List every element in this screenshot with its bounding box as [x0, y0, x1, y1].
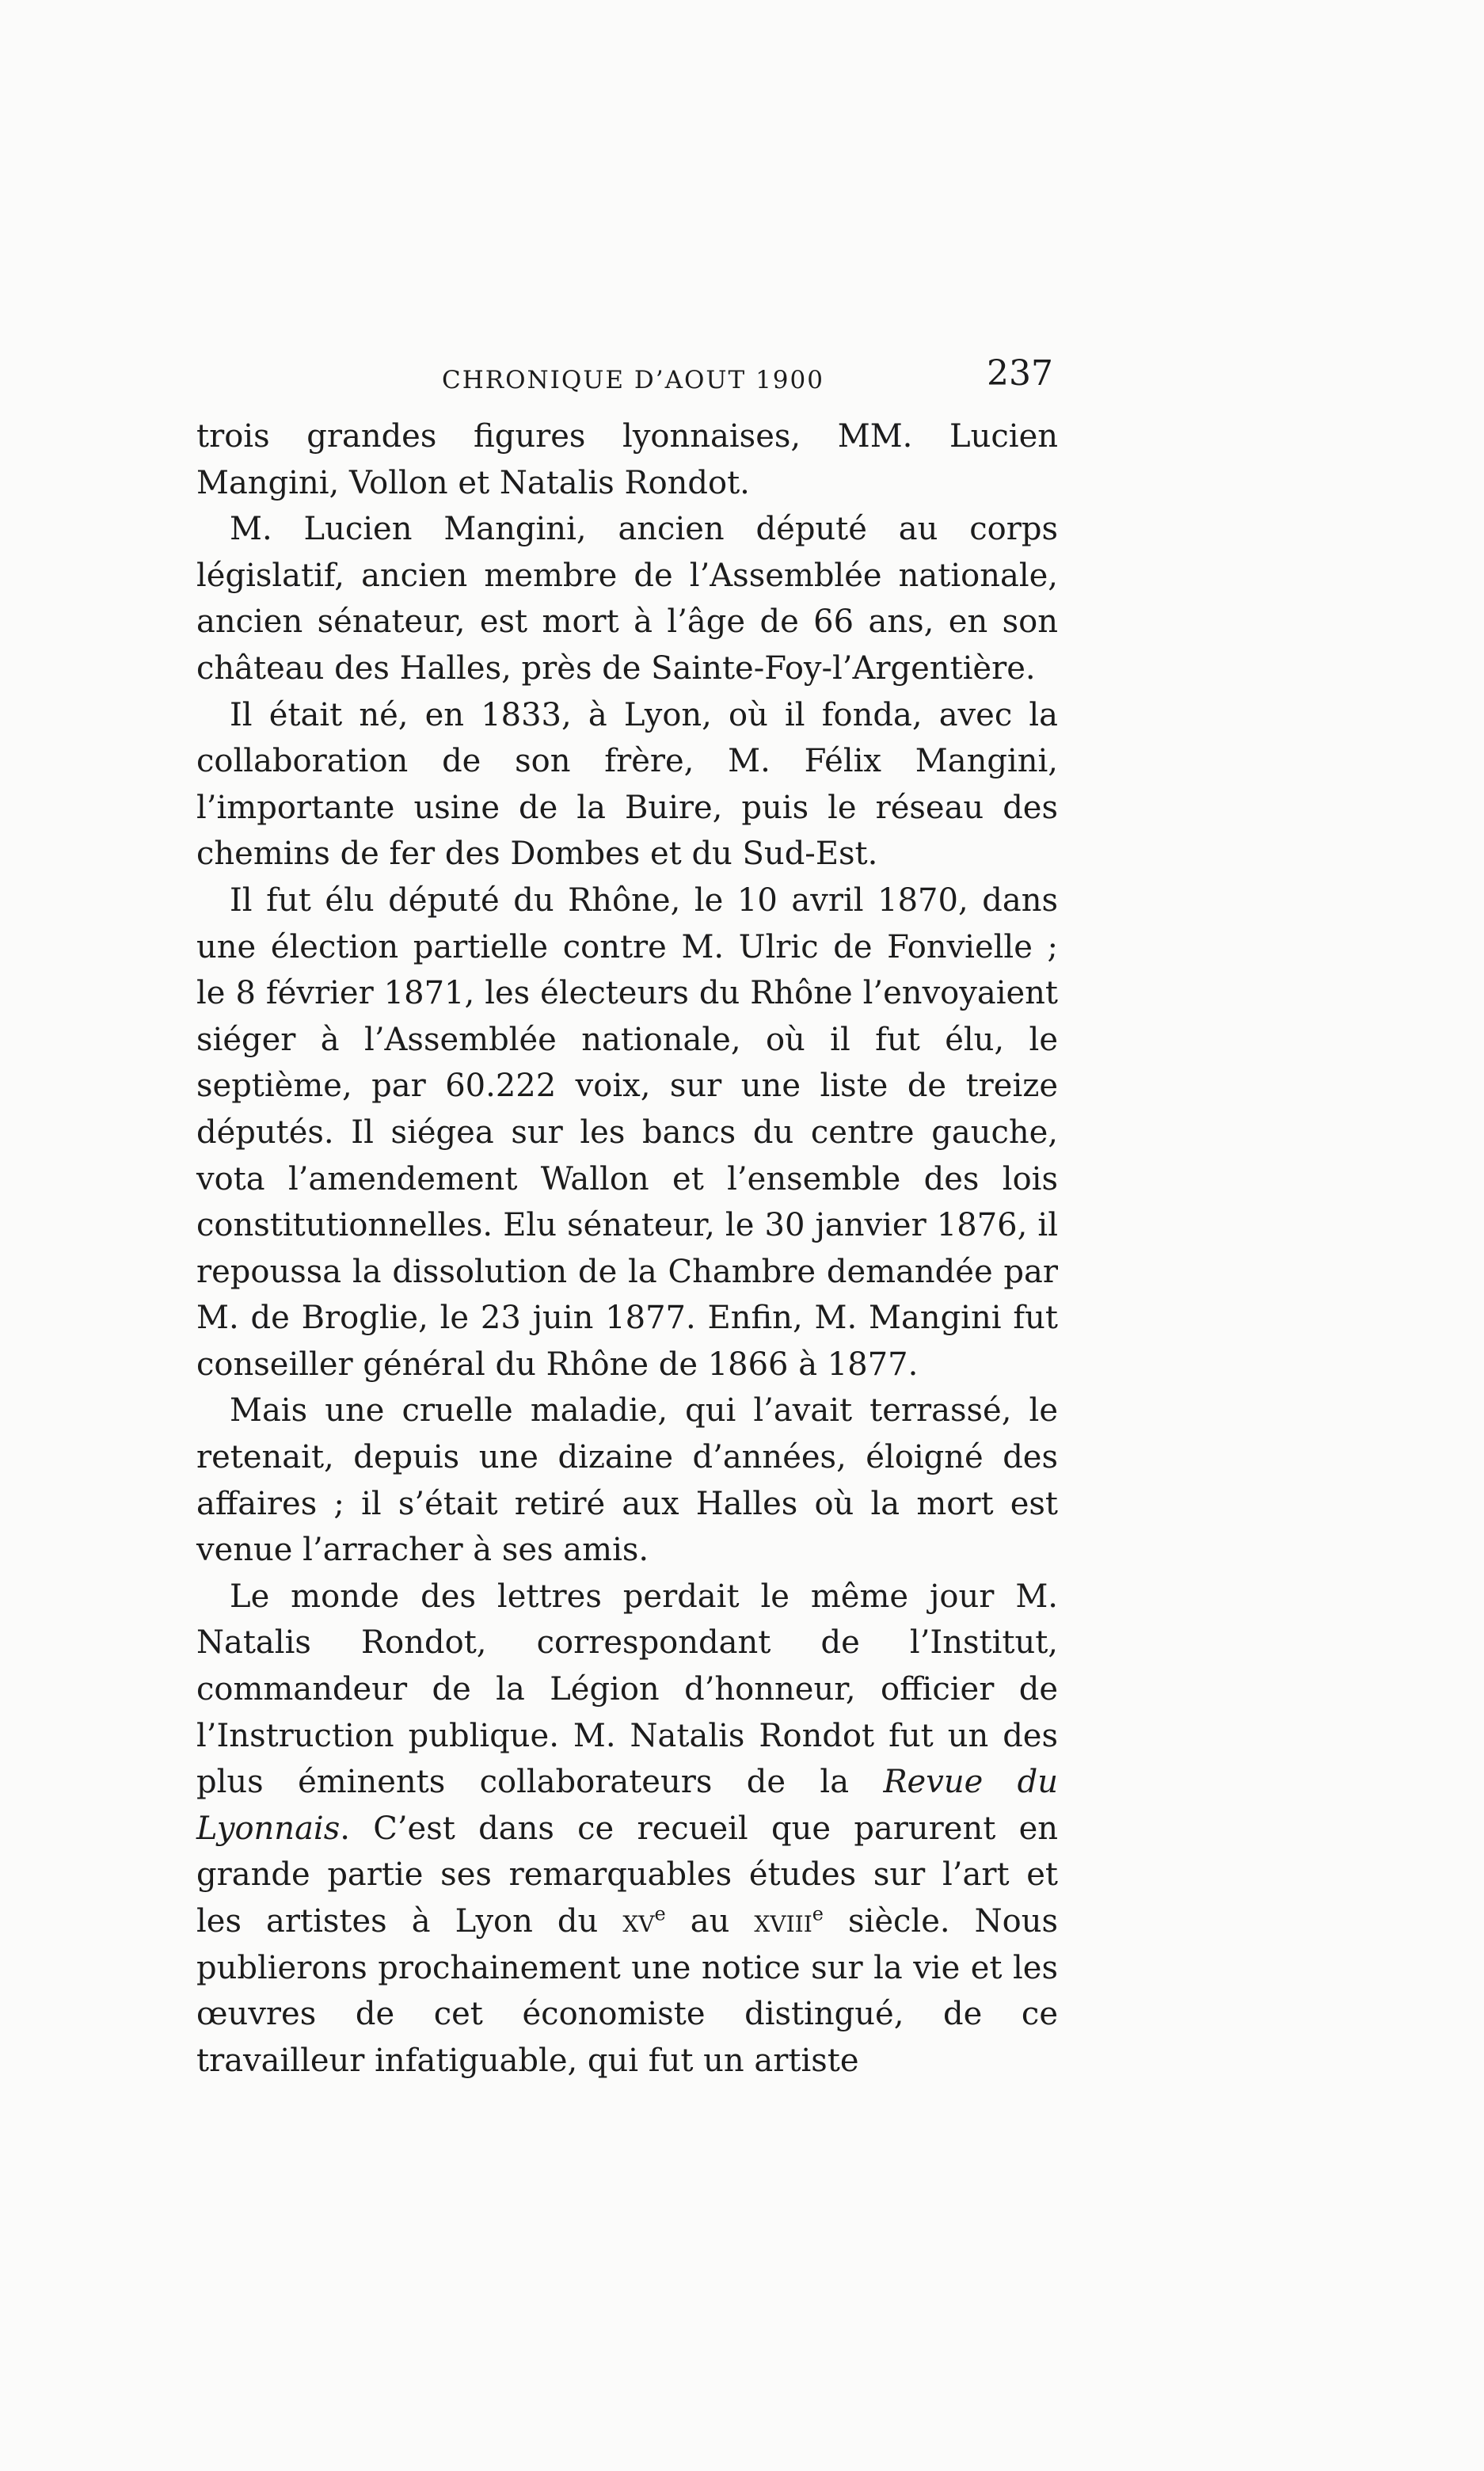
paragraph-6-part-c: siècle. Nous publierons prochainement une notice sur la vie et les œuvres de cet économiste distingué, de ce travailleur infatiguable, qui fut un artiste	[196, 1903, 1059, 2079]
century-fifteenth: xv	[622, 1903, 655, 1940]
page-number: 237	[987, 353, 1053, 394]
page-header	[196, 350, 1058, 405]
century-eighteenth-suffix: e	[812, 1902, 824, 1925]
paragraph-2: M. Lucien Mangini, ancien député au corps législatif, ancien membre de l’Assemblée nationale, ancien sénateur, est mort à l’âge de 66 ans, en son château des Halles, près de Sainte-Foy-l’Argentière.	[196, 511, 1058, 687]
century-eighteenth: xviii	[754, 1903, 812, 1940]
paragraph-5: Mais une cruelle maladie, qui l’avait terrassé, le retenait, depuis une dizaine d’années, éloigné des affaires ; il s’était retiré aux Halles où la mort est venue l’arracher à ses amis.	[196, 1392, 1058, 1569]
paragraph-6-connector: au	[690, 1903, 730, 1940]
paragraph-1: trois grandes figures lyonnaises, MM. Lucien Mangini, Vollon et Natalis Rondot.	[196, 418, 1058, 501]
paragraph-4: Il fut élu député du Rhône, le 10 avril 1870, dans une élection partielle contre M. Ulric de Fonvielle ; le 8 février 1871, les électeurs du Rhône l’envoyaient siéger à l’Assemblée nationale, où il fut élu, le septième, par 60.222 voix, sur une liste de treize députés. Il siégea sur les bancs du centre gauche, vota l’amendement Wallon et l’ensemble des lois constitutionnelles. Elu sénateur, le 30 janvier 1876, il repoussa la dissolution de la Chambre demandée par M. de Broglie, le 23 juin 1877. Enfin, M. Mangini fut conseiller général du Rhône de 1866 à 1877.	[196, 881, 1058, 1383]
paragraph-3: Il était né, en 1833, à Lyon, où il fonda, avec la collaboration de son frère, M. Félix Mangini, l’importante usine de la Buire, puis le réseau des chemins de fer des Dombes et du Sud-Est.	[196, 696, 1058, 873]
century-fifteenth-suffix: e	[654, 1902, 666, 1925]
paragraph-6-part-b: . C’est dans ce recueil que parurent en grande partie ses remarquables études sur l’art et les artistes à Lyon du	[196, 1810, 1058, 1940]
paragraph-6-part-a: Le monde des lettres perdait le même jour M. Natalis Rondot, correspondant de l’Institut, commandeur de la Légion d’honneur, officier de l’Instruction publique. M. Natalis Rondot fut un des plus éminents collaborateurs de la	[196, 1578, 1058, 1801]
body-text	[196, 413, 1058, 2084]
paragraph-6	[196, 1574, 1058, 2085]
journal-title: Revue du Lyonnais	[196, 1764, 1059, 1847]
running-title: CHRONIQUE D’AOUT 1900	[442, 366, 824, 394]
